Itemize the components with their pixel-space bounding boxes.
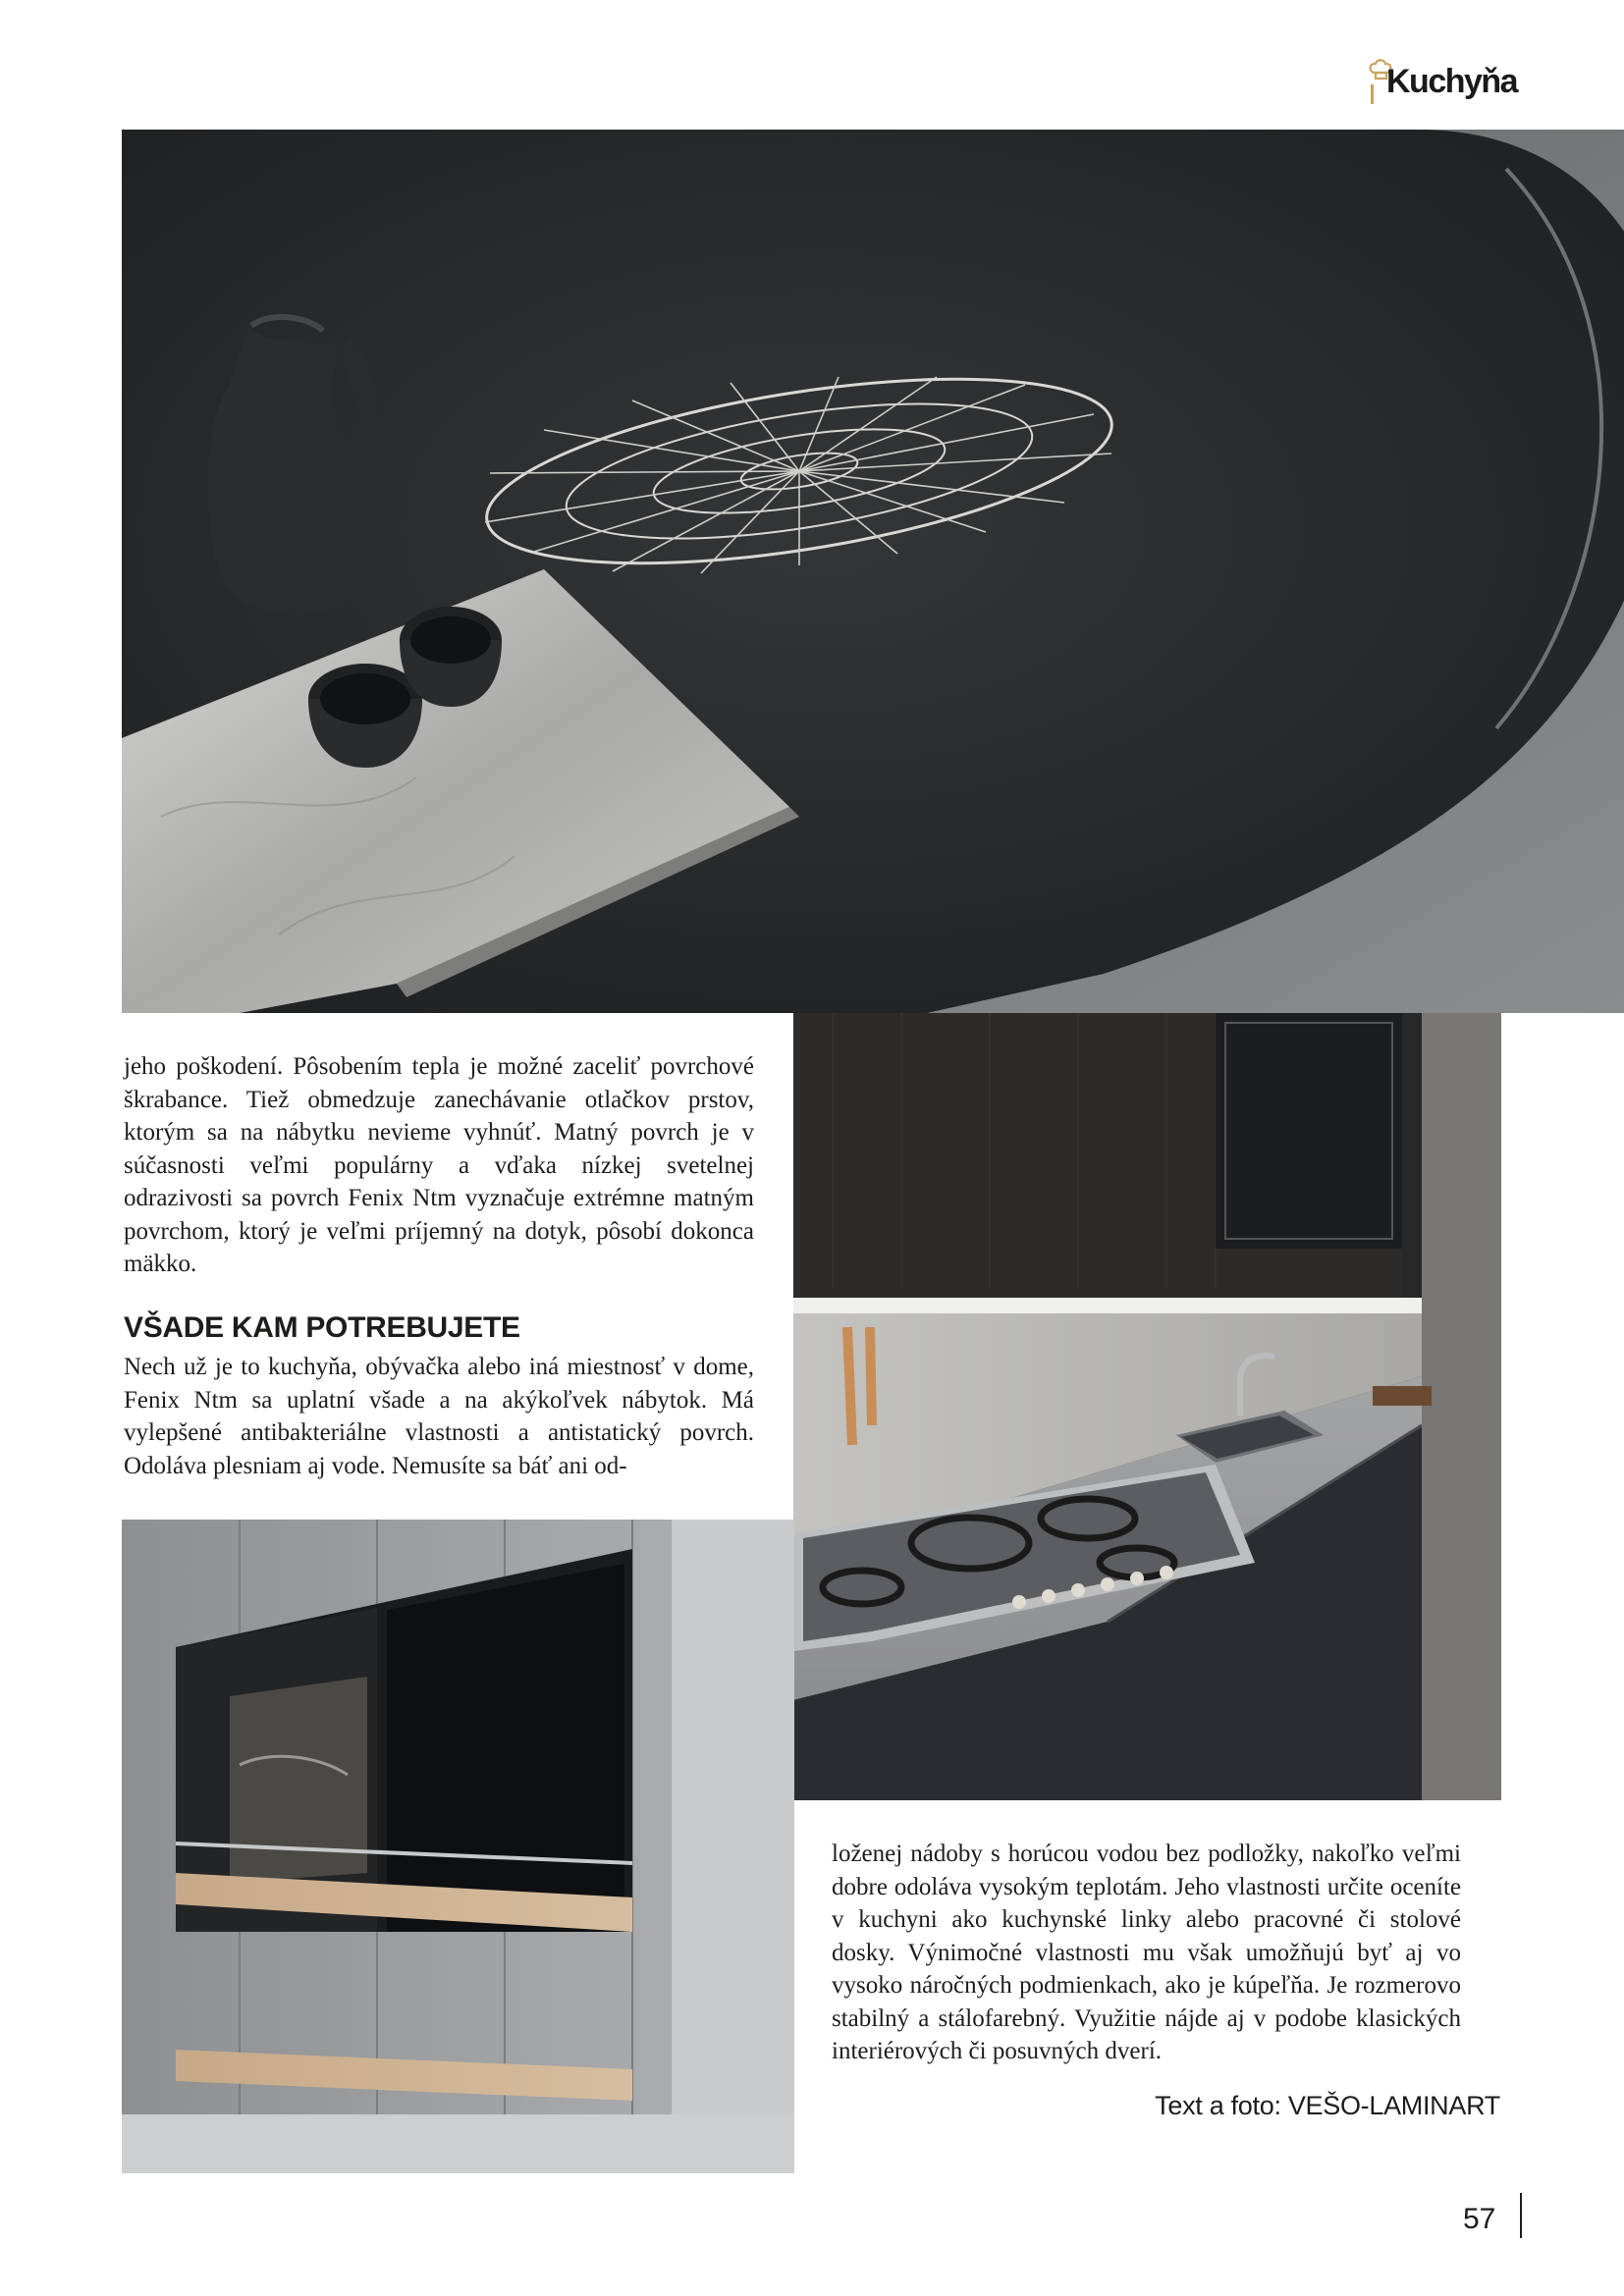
- left-photo: [122, 1520, 794, 2173]
- paragraph: loženej nádoby s horúcou vodou bez podložky, nakoľko veľmi dobre odoláva vysokým teplotám. Jeho vlastnosti určite oceníte v kuchyni ako kuchynské linky alebo pracovné či stolové dosky. Výnimočné vlastnosti mu však umožňujú byť aj vo vysoko náročných podmienkach, ako je kúpeľňa. Je rozmerovo stabilný a stálofarebný. Využitie nájde aj v podobe klasických interiérových či posuvných dverí.: [832, 1841, 1461, 2064]
- paragraph: Nech už je to kuchyňa, obývačka alebo iná miestnosť v dome, Fenix Ntm sa uplatní všade a na akýkoľvek nábytok. Má vylepšené antibakteriálne vlastnosti a antistatický povrch. Odoláva plesniam aj vode. Nemusíte sa báť ani od-: [124, 1354, 754, 1479]
- tabletop-image: [122, 130, 1624, 1013]
- article-column-2: [124, 1351, 754, 1482]
- page-number-divider: [1520, 2193, 1522, 2238]
- page-number: 57: [1463, 2203, 1496, 2235]
- kitchen-hob-image: [793, 1013, 1501, 1800]
- section-logo: [1367, 57, 1534, 112]
- article-column-1: [124, 1050, 754, 1281]
- section-title: Kuchyňa: [1386, 63, 1518, 100]
- article-column-3: [832, 1838, 1461, 2068]
- kitchen-ovens-image: [122, 1520, 794, 2173]
- section-heading: VŠADE KAM POTREBUJETE: [124, 1311, 520, 1344]
- paragraph: jeho poškodení. Pôsobením tepla je možné zaceliť povrchové škrabance. Tiež obmedzuje zanechávanie otlačkov prstov, ktorým sa na nábytku nevieme vyhnúť. Matný povrch je v súčasnosti veľmi populárny a vďaka nízkej svetelnej odrazivosti sa povrch Fenix Ntm vyznačuje extrémne matným povrchom, ktorý je veľmi príjemný na dotyk, pôsobí dokonca mäkko.: [124, 1053, 754, 1277]
- photo-credit: Text a foto: VEŠO-LAMINART: [1155, 2091, 1500, 2120]
- right-photo: [793, 1013, 1501, 1800]
- top-photo: [122, 130, 1624, 1013]
